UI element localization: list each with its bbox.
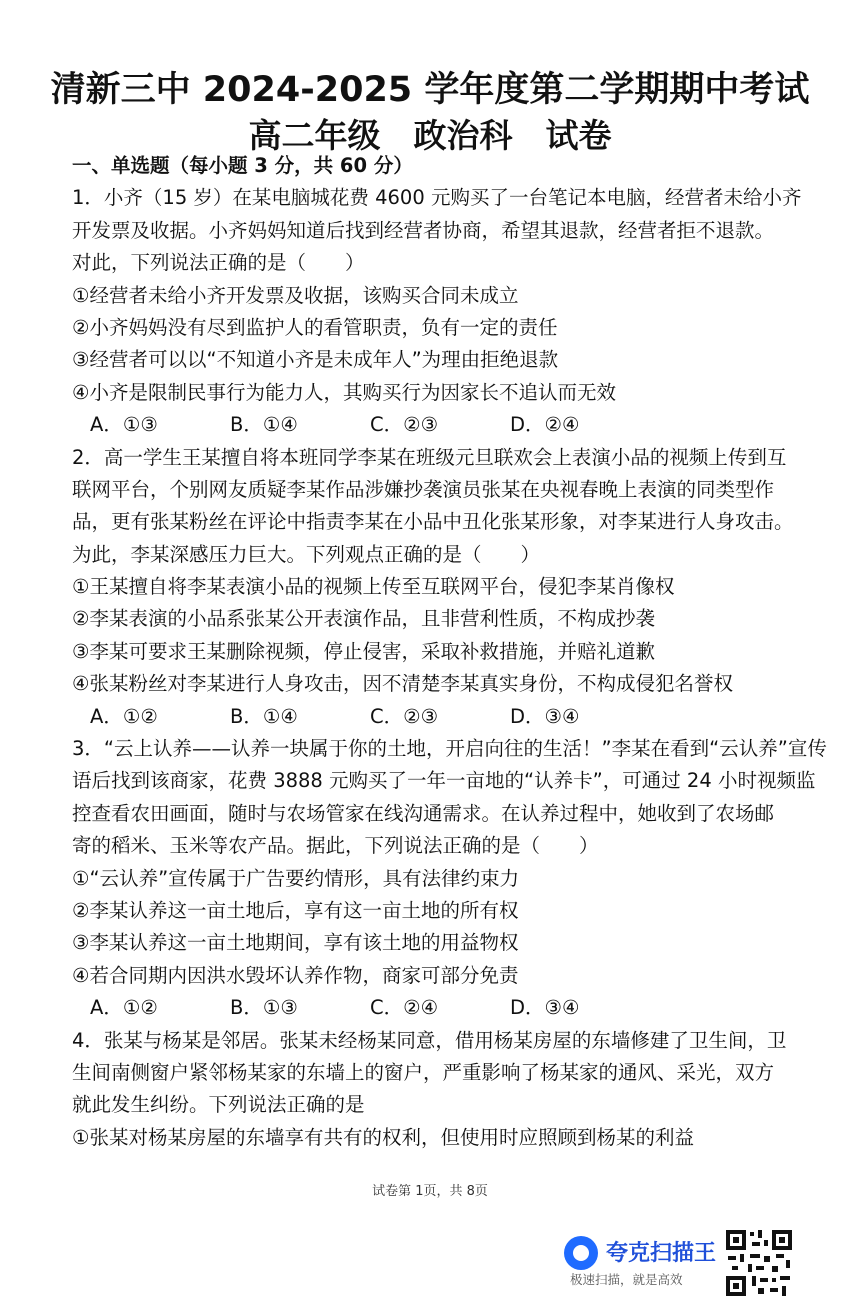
scanner-logo-icon bbox=[564, 1236, 598, 1270]
question-stem-line: 语后找到该商家，花费 3888 元购买了一年一亩地的“认养卡”，可通过 24 小时视频监 bbox=[72, 769, 816, 793]
option-b: B．①④ bbox=[230, 704, 298, 728]
statement: ②李某表演的小品系张某公开表演作品，且非营利性质，不构成抄袭 bbox=[72, 607, 655, 631]
question-stem-line: 就此发生纠纷。下列说法正确的是 bbox=[72, 1093, 365, 1117]
statement: ③李某认养这一亩土地期间，享有该土地的用益物权 bbox=[72, 931, 519, 955]
option-d: D．③④ bbox=[510, 996, 580, 1020]
scanner-brand-name: 夸克扫描王 bbox=[606, 1241, 717, 1266]
exam-subtitle: 高二年级 政治科 试卷 bbox=[248, 116, 612, 155]
question-stem-line: 生间南侧窗户紧邻杨某家的东墙上的窗户，严重影响了杨某家的通风、采光，双方 bbox=[72, 1060, 775, 1084]
scanner-watermark bbox=[564, 1232, 724, 1288]
statement: ③李某可要求王某删除视频，停止侵害，采取补救措施，并赔礼道歉 bbox=[72, 639, 655, 663]
page-footer: 试卷第 1页，共 8页 bbox=[372, 1184, 488, 1199]
question-stem-line: 4．张某与杨某是邻居。张某未经杨某同意，借用杨某房屋的东墙修建了卫生间，卫 bbox=[72, 1028, 787, 1052]
question-2 bbox=[72, 442, 812, 734]
exam-title: 清新三中 2024-2025 学年度第二学期期中考试 bbox=[50, 70, 810, 110]
statement: ①经营者未给小齐开发票及收据，该购买合同未成立 bbox=[72, 283, 519, 307]
statement: ③经营者可以以“不知道小齐是未成年人”为理由拒绝退款 bbox=[72, 348, 559, 372]
option-c: C．②④ bbox=[370, 996, 439, 1020]
question-stem-line: 1．小齐（15 岁）在某电脑城花费 4600 元购买了一台笔记本电脑，经营者未给小齐 bbox=[72, 186, 802, 210]
statement: ①张某对杨某房屋的东墙享有共有的权利，但使用时应照顾到杨某的利益 bbox=[72, 1125, 694, 1149]
question-stem-line: 为此，李某深感压力巨大。下列观点正确的是（ ） bbox=[72, 542, 541, 566]
option-c: C．②③ bbox=[370, 413, 439, 437]
statement: ①王某擅自将李某表演小品的视频上传至互联网平台，侵犯李某肖像权 bbox=[72, 575, 675, 599]
question-stem-line: 开发票及收据。小齐妈妈知道后找到经营者协商，希望其退款，经营者拒不退款。 bbox=[72, 218, 775, 242]
option-a: A．①② bbox=[90, 996, 158, 1020]
exam-content bbox=[72, 150, 827, 1154]
statement: ④若合同期内因洪水毁坏认养作物，商家可部分免责 bbox=[72, 963, 519, 987]
statement: ②李某认养这一亩土地后，享有这一亩土地的所有权 bbox=[72, 898, 519, 922]
section-heading: 一、单选题（每小题 3 分，共 60 分） bbox=[72, 154, 413, 177]
option-c: C．②③ bbox=[370, 704, 439, 728]
question-stem-line: 2．高一学生王某擅自将本班同学李某在班级元旦联欢会上表演小品的视频上传到互 bbox=[72, 445, 787, 469]
option-a: A．①② bbox=[90, 704, 158, 728]
answer-options bbox=[72, 409, 812, 441]
statement: ④张某粉丝对李某进行人身攻击，因不清楚李某真实身份，不构成侵犯名誉权 bbox=[72, 672, 733, 696]
question-stem-line: 3．“云上认养——认养一块属于你的土地，开启向往的生活！”李某在看到“云认养”宣传 bbox=[72, 737, 827, 761]
question-3 bbox=[72, 733, 827, 1025]
question-4 bbox=[72, 1025, 812, 1155]
statement: ②小齐妈妈没有尽到监护人的看管职责，负有一定的责任 bbox=[72, 315, 558, 339]
option-b: B．①④ bbox=[230, 413, 298, 437]
option-b: B．①③ bbox=[230, 996, 298, 1020]
scanner-slogan: 极速扫描，就是高效 bbox=[570, 1272, 683, 1287]
statement: ④小齐是限制民事行为能力人，其购买行为因家长不追认而无效 bbox=[72, 380, 616, 404]
question-1 bbox=[72, 182, 812, 441]
question-stem-line: 联网平台，个别网友质疑李某作品涉嫌抄袭演员张某在央视春晚上表演的同类型作 bbox=[72, 477, 775, 501]
question-stem-line: 对此，下列说法正确的是（ ） bbox=[72, 251, 365, 275]
question-stem-line: 寄的稻米、玉米等农产品。据此，下列说法正确的是（ ） bbox=[72, 834, 599, 858]
statement: ①“云认养”宣传属于广告要约情形，具有法律约束力 bbox=[72, 866, 520, 890]
option-d: D．③④ bbox=[510, 704, 580, 728]
answer-options bbox=[72, 701, 812, 733]
option-d: D．②④ bbox=[510, 413, 580, 437]
qr-code-icon bbox=[724, 1228, 794, 1298]
question-stem-line: 控查看农田画面，随时与农场管家在线沟通需求。在认养过程中，她收到了农场邮 bbox=[72, 801, 775, 825]
option-a: A．①③ bbox=[90, 413, 158, 437]
answer-options bbox=[72, 992, 812, 1024]
question-stem-line: 品，更有张某粉丝在评论中指责李某在小品中丑化张某形象，对李某进行人身攻击。 bbox=[72, 510, 794, 534]
